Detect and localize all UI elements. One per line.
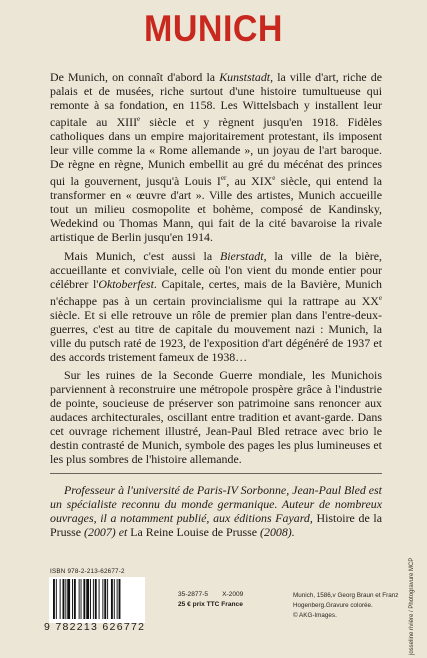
barcode-image (49, 577, 145, 623)
ref-code: 35-2877-5 (178, 591, 209, 598)
author-bio: Professeur à l'université de Paris-IV Sorbonne, Jean-Paul Bled est un spécialiste reconnu du monde germanique. Auteur de nombreux ouvrages, il a notamment publié, aux éditions Fayard, Histoire de la Prusse (2007) et La Reine Louise de Prusse (2008). (50, 483, 382, 540)
ref-date: X-2009 (222, 591, 244, 598)
book-title: MUNICH (144, 8, 283, 49)
isbn: ISBN 978-2-213-62677-2 (50, 568, 125, 575)
paragraph-bierstadt: Mais Munich, c'est aussi la Bierstadt, la ville de la bière, accueillante et conviviale, celle où l'on vient du monde entier pour célébrer l'Oktoberfest. Capitale, certes, mais de la Bavière, Munich n'échappe pas à un certain provincialisme qui la rattrape au XXe siècle. Et si elle retrouve un rôle de premier plan dans l'entre-deux-guerres, c'est au titre de capitale du mouvement nazi : Munich, la ville du putsch raté de 1923, de l'exposition d'art dégénéré de 1937 et des accords tristement fameux de 1938… (50, 248, 382, 364)
publisher-ref (178, 590, 257, 609)
paragraph-postwar: Sur les ruines de la Seconde Guerre mondiale, les Munichois parviennent à reconstruire une métropole prospère grâce à l'industrie de pointe, soucieuse de préserver son patrimoine sans renoncer aux audaces architecturales, oscillant entre tradition et avant-garde. Dans cet ouvrage richement illustré, Jean-Paul Bled retrace avec brio le destin contrasté de Munich, symbole des pages les plus lumineuses et les plus sombres de l'histoire allemande. (50, 367, 382, 467)
barcode-number: 9 782213 626772 (44, 621, 146, 633)
paragraph-kunststadt: De Munich, on connaît d'abord la Kunststadt, la ville d'art, riche de palais et de musées, riche surtout d'une histoire tumultueuse qui remonte à sa fondation, en 1158. Les Wittelsbach y installent leur capitale au XIIIe siècle et y règnent jusqu'en 1918. Fidèles catholiques dans un empire majoritairement protestant, ils imposent leur ville comme la « Rome allemande », un joyau de l'art baroque. De règne en règne, Munich embellit au gré du mécénat des princes qui la gouvernent, jusqu'à Louis Ier, au XIXe siècle, qui entend la transformer en « œuvre d'art ». Ville des artistes, Munich accueille tout un milieu cosmopolite et bohème, composé de Kandinsky, Wedekind ou Thomas Mann, qui fait de la cité bavaroise la rivale artistique de Berlin jusqu'en 1914. (50, 70, 383, 245)
image-credit: Munich, 1586,v Georg Braun et Franz Hogenberg.Gravure colorée. © AKG-Images. (293, 592, 399, 619)
design-credit: josseline rivière / Photogravure MCP (409, 557, 415, 655)
blurb (50, 70, 382, 470)
price: 25 € prix TTC France (178, 600, 243, 608)
divider (50, 473, 382, 474)
